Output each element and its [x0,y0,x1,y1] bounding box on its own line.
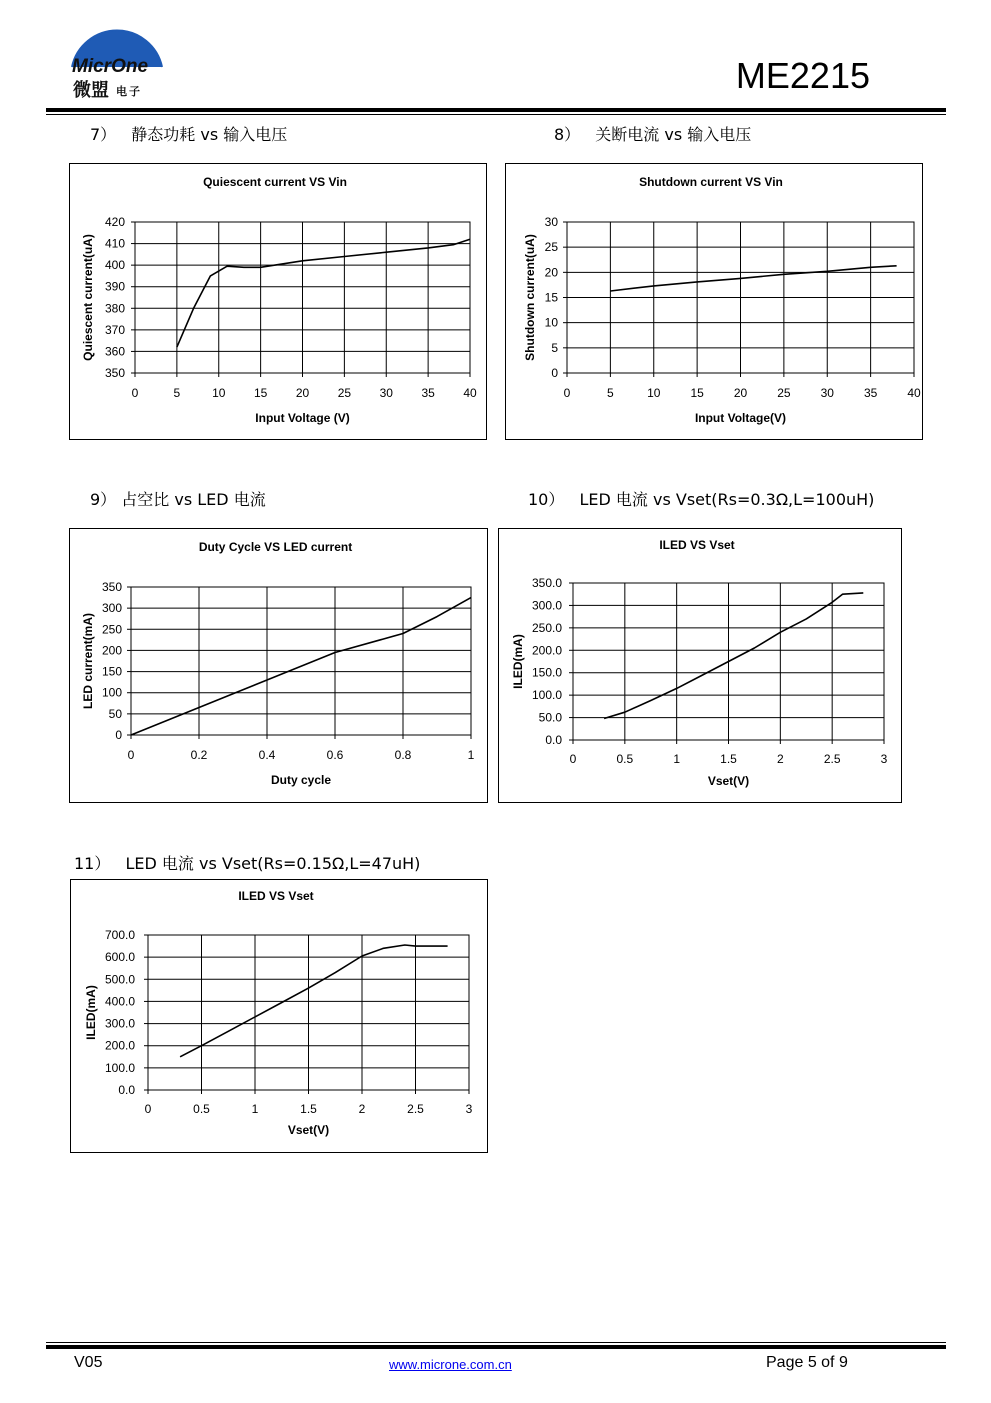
chart-title: ILED VS Vset [659,538,735,552]
header-rule-thick [46,108,946,112]
chart-shutdown-current [505,163,923,440]
y-tick-label: 50 [108,706,122,721]
chart-title: Duty Cycle VS LED current [198,540,353,554]
y-tick-label: 100 [101,685,122,700]
y-tick-label: 350 [104,366,125,380]
y-tick-label: 100.0 [104,1060,135,1075]
footer-rule-thin [46,1342,946,1343]
section-9-heading [90,487,266,510]
chart-svg [71,880,487,1152]
x-tick-label: 2 [358,1102,366,1116]
x-tick-label: 20 [295,386,310,400]
x-axis-label: Duty cycle [270,773,332,787]
x-tick-label: 1 [467,748,475,762]
x-tick-label: 20 [733,386,748,400]
y-tick-label: 300.0 [531,598,562,613]
x-tick-label: 35 [421,386,435,400]
x-tick-label: 0.5 [193,1102,210,1116]
y-axis-label: LED current(mA) [81,612,95,710]
x-tick-label: 2.5 [407,1102,424,1116]
y-tick-label: 400.0 [104,994,135,1009]
y-tick-label: 420 [104,215,125,229]
series-line [177,239,470,347]
x-tick-label: 30 [820,386,834,400]
chart-title: ILED VS Vset [238,889,314,903]
x-tick-label: 3 [880,752,888,766]
x-tick-label: 25 [777,386,791,400]
chart-svg [70,529,487,802]
x-axis-label: Vset(V) [707,774,750,788]
chart-svg [499,529,901,802]
x-tick-label: 35 [863,386,878,400]
series-line [131,598,471,735]
section-7-title: 静态功耗 vs 输入电压 [131,125,288,144]
chart-svg [506,164,922,439]
y-tick-label: 200 [101,643,122,658]
x-tick-label: 15 [690,386,704,400]
x-tick-label: 1 [673,752,681,766]
logo-cn: 微盟 [73,80,109,101]
x-tick-label: 40 [463,386,477,400]
y-tick-label: 300 [101,601,122,616]
footer-page-number: Page 5 of 9 [766,1354,848,1371]
y-axis-label: ILED(mA) [511,634,525,689]
section-11-number: 11） [74,854,111,873]
x-tick-label: 2 [776,752,784,766]
x-axis-label: Vset(V) [287,1123,330,1137]
logo-text: MicrOne [72,56,149,77]
x-tick-label: 3 [465,1102,473,1116]
section-10-heading [528,487,874,510]
x-tick-label: 0.8 [394,748,412,762]
x-tick-label: 0.2 [190,748,208,762]
x-tick-label: 0.5 [616,752,634,766]
section-9-number: 9） [90,490,117,509]
section-8-number: 8） [554,125,581,144]
y-tick-label: 700.0 [104,928,135,942]
footer-rule-thick [46,1345,946,1349]
chart-duty-cycle [69,528,488,803]
header-rule-thin [46,114,946,115]
y-tick-label: 350 [101,580,122,594]
x-tick-label: 1 [251,1102,259,1116]
x-tick-label: 0 [569,752,577,766]
x-axis-label: Input Voltage(V) [694,411,787,425]
y-tick-label: 50.0 [538,710,562,725]
x-tick-label: 0 [131,386,139,400]
section-11-heading [74,851,420,874]
company-logo [68,15,168,100]
x-tick-label: 1.5 [720,752,737,766]
x-tick-label: 15 [253,386,268,400]
x-tick-label: 1.5 [300,1102,317,1116]
y-tick-label: 250.0 [531,620,562,635]
y-tick-label: 500.0 [104,972,135,987]
section-8-title: 关断电流 vs 输入电压 [595,125,752,144]
y-tick-label: 30 [544,215,558,229]
x-tick-label: 40 [907,386,921,400]
chart-title: Shutdown current VS Vin [639,175,783,189]
section-7-number: 7） [90,125,117,144]
y-axis-label: Shutdown current(uA) [523,234,537,361]
y-tick-label: 100.0 [531,688,562,703]
section-11-title: LED 电流 vs Vset(Rs=0.15Ω,L=47uH) [125,854,421,873]
y-tick-label: 360 [104,344,125,359]
x-tick-label: 5 [173,386,181,400]
y-tick-label: 390 [104,279,125,294]
chart-iled-vset-1 [498,528,902,803]
y-tick-label: 200.0 [531,643,562,658]
x-tick-label: 10 [212,386,226,400]
section-9-title: 占空比 vs LED 电流 [121,490,266,509]
y-tick-label: 150 [101,664,122,679]
y-tick-label: 20 [544,265,558,280]
y-tick-label: 10 [544,315,558,330]
y-tick-label: 0.0 [545,733,562,747]
footer-version: V05 [74,1354,103,1371]
section-8-heading [554,122,751,145]
series-line [180,945,448,1057]
y-tick-label: 15 [544,290,558,305]
x-axis-label: Input Voltage (V) [255,411,350,425]
x-tick-label: 25 [337,386,352,400]
y-tick-label: 0.0 [118,1083,135,1097]
y-tick-label: 200.0 [104,1038,135,1053]
x-tick-label: 0 [144,1102,152,1116]
logo-cn-small: 电子 [116,85,142,98]
y-tick-label: 380 [104,301,125,316]
x-tick-label: 0 [563,386,571,400]
y-tick-label: 5 [551,340,558,355]
y-tick-label: 600.0 [104,950,135,965]
y-tick-label: 250 [101,622,122,637]
plot-area-frame [131,587,471,735]
y-tick-label: 300.0 [104,1016,135,1031]
chart-quiescent-current [69,163,487,440]
x-tick-label: 10 [647,386,661,400]
x-tick-label: 2.5 [823,752,841,766]
y-tick-label: 0 [115,728,122,742]
x-tick-label: 5 [607,386,614,400]
section-10-title: LED 电流 vs Vset(Rs=0.3Ω,L=100uH) [579,490,875,509]
model-number: ME2215 [735,55,870,96]
x-tick-label: 0.4 [258,748,276,762]
x-tick-label: 0 [127,748,135,762]
y-tick-label: 370 [104,322,125,337]
chart-iled-vset-2 [70,879,488,1153]
series-line [604,593,863,719]
y-axis-label: Quiescent current(uA) [81,234,95,361]
y-tick-label: 25 [544,240,558,255]
y-tick-label: 410 [104,236,125,251]
chart-title: Quiescent current VS Vin [203,175,347,189]
section-10-number: 10） [528,490,565,509]
chart-svg [70,164,486,439]
x-tick-label: 0.6 [326,748,344,762]
y-axis-label: ILED(mA) [84,985,98,1040]
y-tick-label: 150.0 [531,665,562,680]
x-tick-label: 30 [379,386,393,400]
section-7-heading [90,122,287,145]
y-tick-label: 400 [104,258,125,273]
y-tick-label: 0 [551,366,558,380]
footer-website-link[interactable]: www.microne.com.cn [389,1357,512,1372]
y-tick-label: 350.0 [531,576,562,590]
